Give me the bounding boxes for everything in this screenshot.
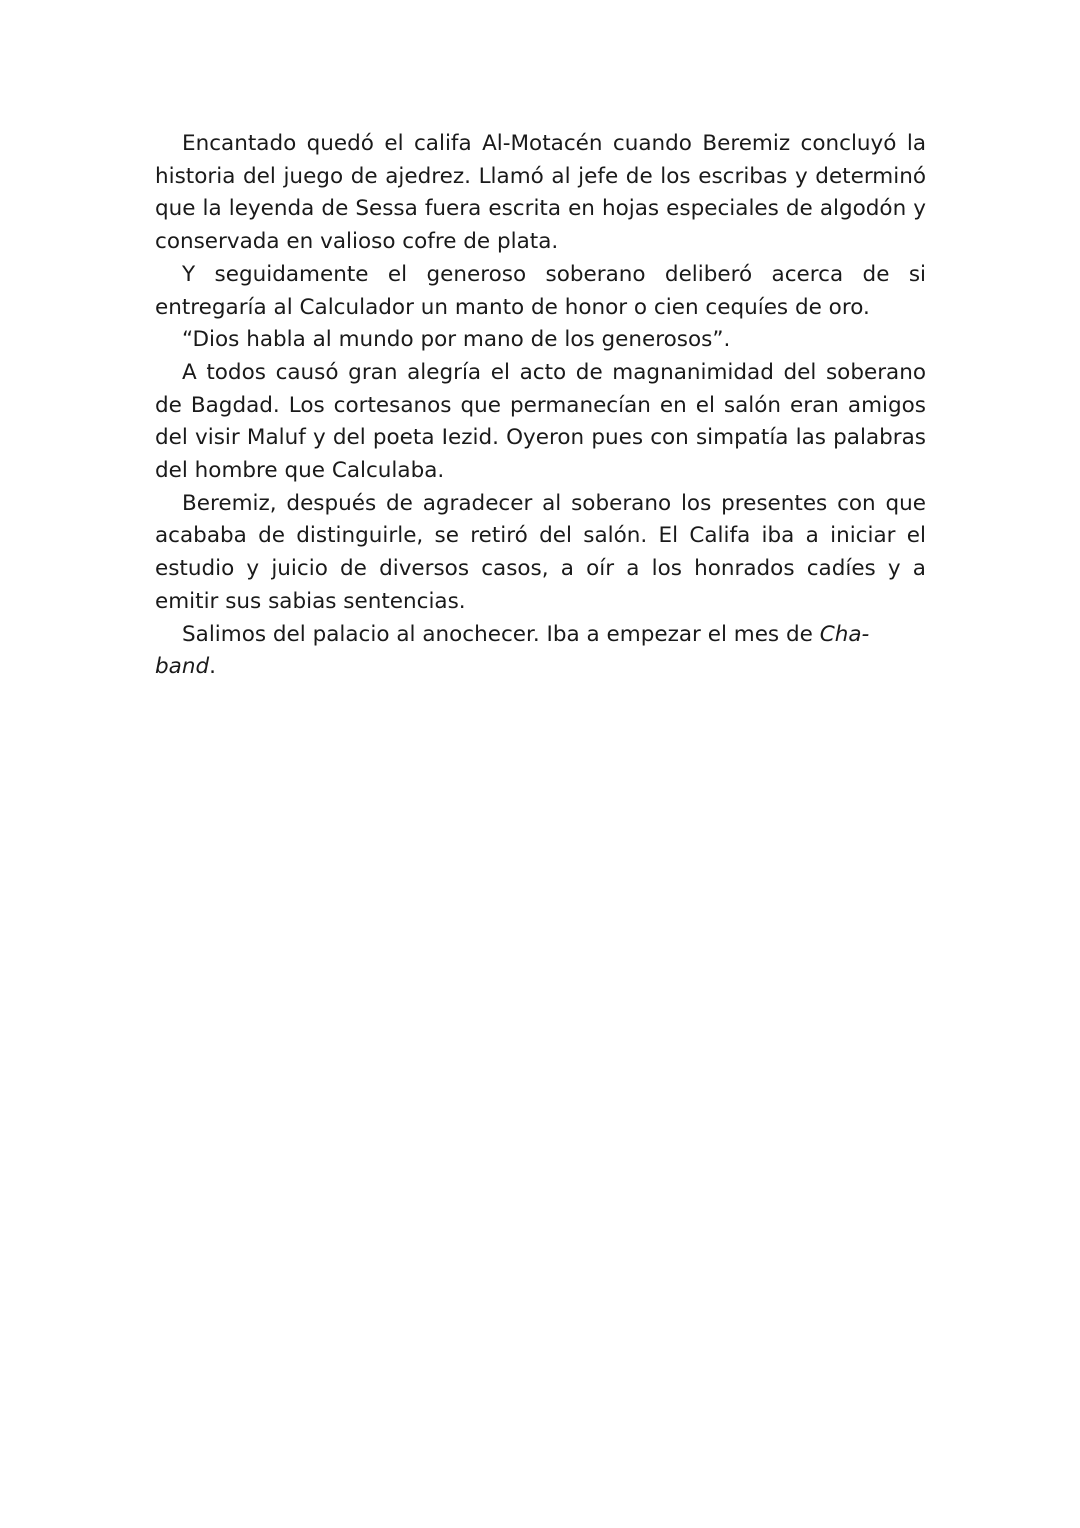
paragraph-2: Y seguidamente el generoso soberano deliberó acerca de si entregaría al Calculador un manto de honor o cien cequíes de oro.	[155, 261, 926, 320]
paragraph-6-text: Salimos del palacio al anochecer. Iba a empezar el mes de	[182, 621, 820, 647]
paragraph-5: Beremiz, después de agradecer al soberano los presentes con que acababa de distinguirle, se retiró del salón. El Califa iba a iniciar el estudio y juicio de diversos casos, a oír a los honrados cadíes y a emitir sus sabias sentencias.	[155, 490, 926, 614]
paragraph-1: Encantado quedó el califa Al-Motacén cuando Beremiz concluyó la historia del juego de ajedrez. Llamó al jefe de los escribas y determinó que la leyenda de Sessa fuera escrita en hojas especiales de algodón y conservada en valioso cofre de plata.	[155, 131, 926, 255]
document-page	[155, 128, 926, 684]
paragraph-3: “Dios habla al mundo por mano de los generosos”.	[182, 327, 731, 353]
paragraph-4: A todos causó gran alegría el acto de magnanimidad del soberano de Bagdad. Los cortesanos que permanecían en el salón eran amigos del visir Maluf y del poeta Iezid. Oyeron pues con simpatía las palabras del hombre que Calculaba.	[155, 359, 926, 484]
italic-word-start: Cha-	[819, 621, 870, 647]
paragraph-6	[155, 619, 926, 684]
italic-word-end: band	[155, 654, 210, 680]
paragraph-6-end: .	[209, 654, 216, 680]
